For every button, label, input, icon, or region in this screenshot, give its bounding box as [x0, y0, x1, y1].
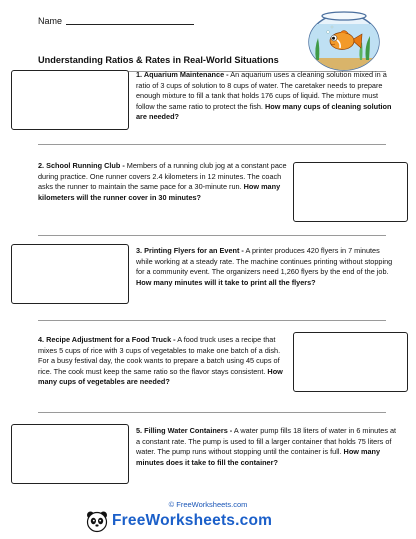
- question-prompt: How many kilometers will the runner cover in 30 minutes?: [38, 182, 281, 202]
- answer-box-5[interactable]: [11, 424, 129, 484]
- question-prompt: How many minutes will it take to print all the flyers?: [136, 277, 316, 287]
- question-2: [38, 161, 290, 203]
- question-1: [136, 70, 396, 123]
- divider: [38, 144, 386, 145]
- panda-logo-icon: [86, 510, 108, 534]
- question-heading: 5. Filling Water Containers -: [136, 426, 233, 435]
- question-heading: 1. Aquarium Maintenance -: [136, 70, 229, 79]
- question-body: A water pump fills 18 liters of water in 6 minutes at a constant rate. The pump is used to fill a larger container that holds 75 liters of water. The pump runs without stopping until the container is full.: [136, 426, 397, 457]
- question-body: An aquarium uses a cleaning solution mixed in a ratio of 3 cups of solution to 8 cups of water. The caretaker needs to prepare enough mixture to fill a tank that holds 176 cups of liquid. The mixture must follow the same ratio to protect the fish.: [136, 70, 387, 111]
- answer-box-4[interactable]: [293, 332, 408, 392]
- question-body: A food truck uses a recipe that mixes 5 cups of rice with 3 cups of vegetables to make one batch of a dish. For a busy festival day, the cook wants to prepare a batch using 45 cups of rice. The cook must keep the same ratio so the flavor stays consistent.: [38, 335, 281, 376]
- question-heading: 3. Printing Flyers for an Event -: [136, 246, 244, 255]
- answer-box-2[interactable]: [293, 162, 408, 222]
- name-label: Name: [38, 16, 63, 26]
- question-prompt: How many minutes does it take to fill the container?: [136, 447, 381, 467]
- question-body: A printer produces 420 flyers in 7 minutes while working at a steady rate. The machine continues printing without stopping for a community event. The organizers need 1,260 flyers by the end of the job.: [136, 246, 393, 277]
- question-3: [136, 246, 398, 288]
- question-body: Members of a running club jog at a constant pace during practice. One runner covers 2.4 kilometers in 12 minutes. The coach asks the runner to maintain the same pace for a 30-minute run.: [38, 161, 287, 192]
- answer-box-1[interactable]: [11, 70, 129, 130]
- question-prompt: How many cups of cleaning solution are needed?: [136, 101, 392, 122]
- question-heading: 2. School Running Club -: [38, 161, 125, 170]
- answer-box-3[interactable]: [11, 244, 129, 304]
- question-4: [38, 335, 292, 388]
- fishbowl-icon: [304, 2, 384, 72]
- divider: [38, 235, 386, 236]
- question-heading: 4. Recipe Adjustment for a Food Truck -: [38, 335, 176, 344]
- footer-copyright[interactable]: © FreeWorksheets.com: [168, 500, 248, 509]
- worksheet-title: Understanding Ratios & Rates in Real-World Situations: [38, 55, 279, 65]
- divider: [38, 412, 386, 413]
- question-5: [136, 426, 398, 468]
- name-field-line[interactable]: [66, 24, 194, 25]
- brand-logo-text[interactable]: FreeWorksheets.com: [112, 512, 273, 529]
- question-prompt: How many cups of vegetables are needed?: [38, 366, 283, 387]
- divider: [38, 320, 386, 321]
